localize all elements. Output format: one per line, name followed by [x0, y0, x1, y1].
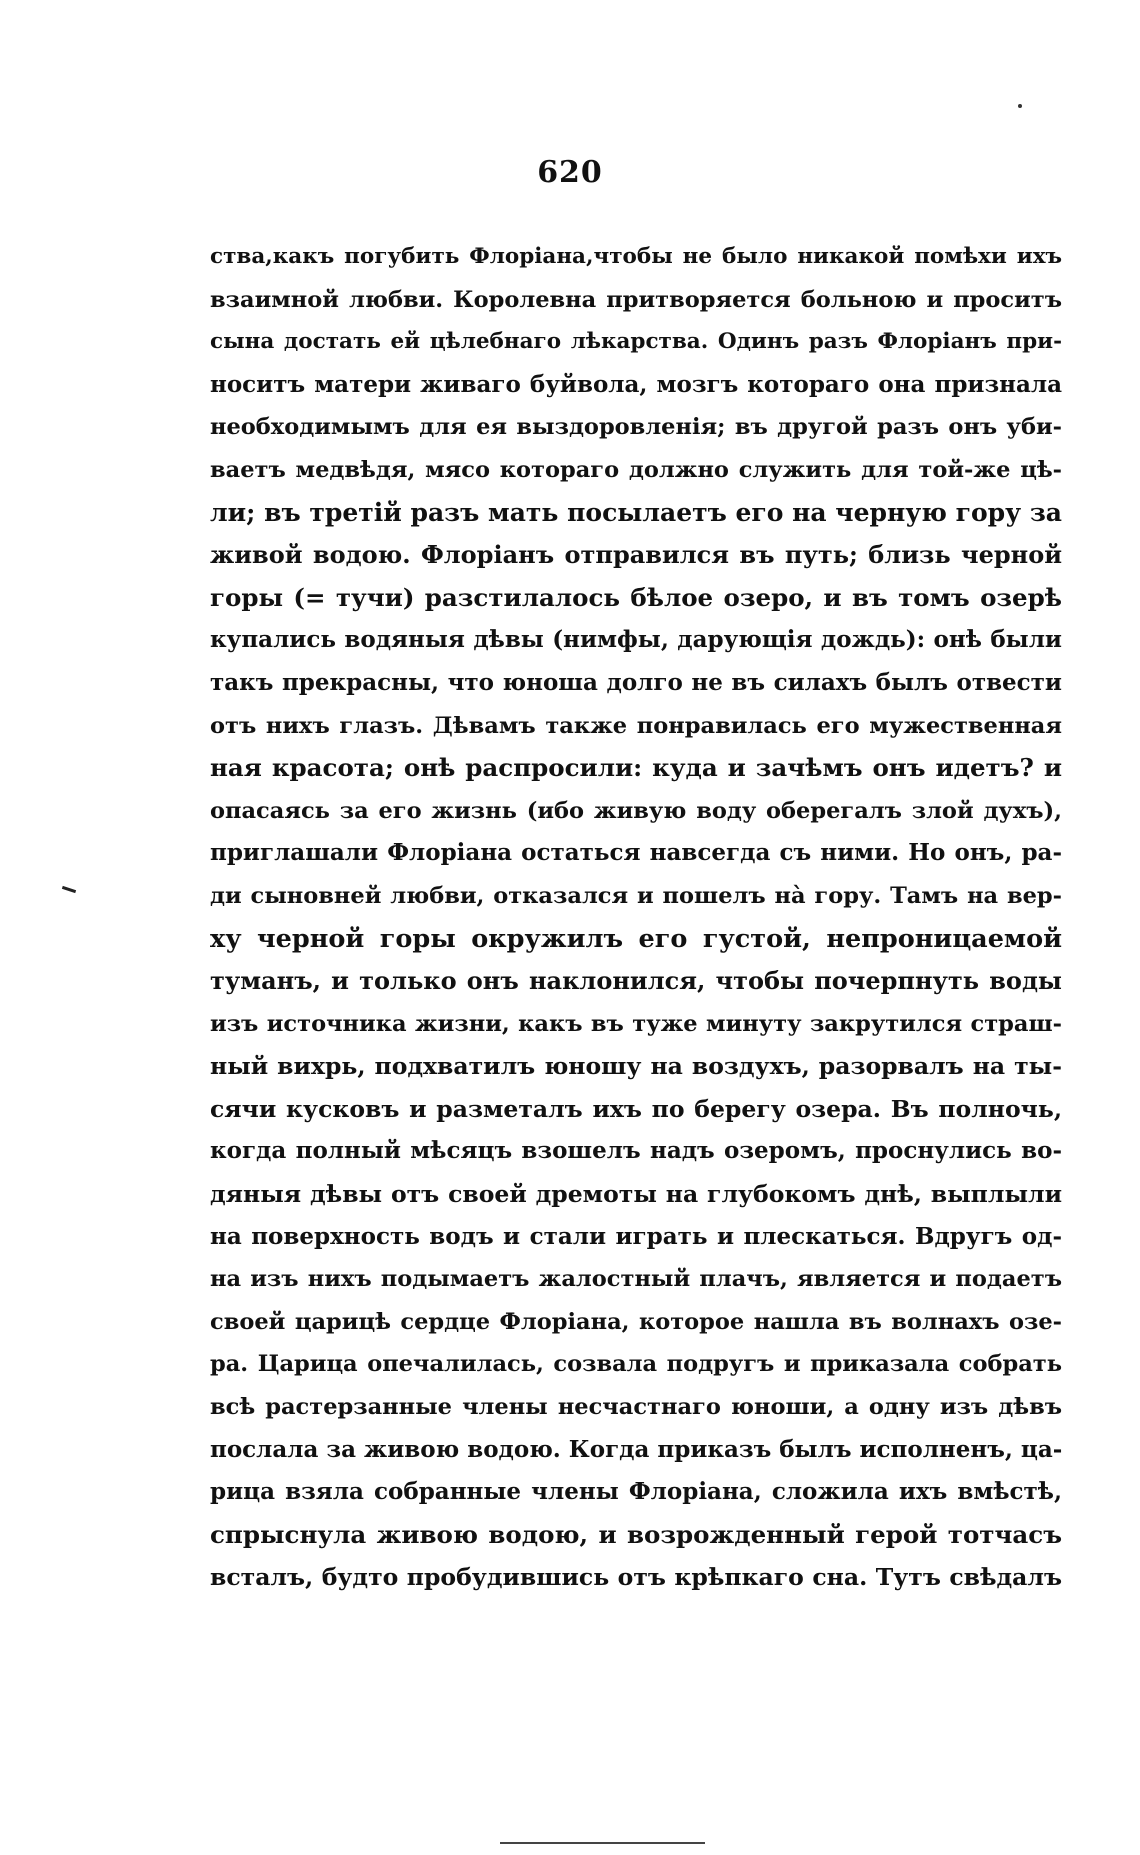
text-line: такъ прекрасны, что юноша долго не въ силахъ былъ отвести	[210, 668, 1062, 696]
body-text	[210, 236, 1062, 1599]
text-line: ра. Царица опечалилась, созвала подругъ и приказала собрать	[210, 1351, 1062, 1378]
text-line: послала за живою водою. Когда приказъ былъ исполненъ, ца-	[210, 1435, 1062, 1463]
text-line: ди сыновней любви, отказался и пошелъ на̀ гору. Тамъ на вер-	[210, 882, 1062, 909]
text-line: ваетъ медвѣдя, мясо котораго должно служить для той-же цѣ-	[210, 456, 1062, 483]
text-line: купались водяныя дѣвы (нимфы, дарующія дождь): онѣ были	[210, 626, 1062, 654]
page-number: 620	[537, 155, 603, 190]
text-line: сячи кусковъ и разметалъ ихъ по берегу озера. Въ полночь,	[210, 1094, 1062, 1123]
text-line: ху черной горы окружилъ его густой, непроницаемой	[210, 923, 1062, 954]
ink-speck	[1018, 104, 1022, 108]
text-line: спрыснула живою водою, и возрожденный герой тотчасъ	[210, 1519, 1062, 1549]
text-line: ли; въ третій разъ мать посылаетъ его на черную гору за	[210, 497, 1062, 527]
text-line: горы (= тучи) разстилалось бѣлое озеро, и въ томъ озерѣ	[210, 582, 1062, 612]
text-line: сына достать ей цѣлебнаго лѣкарства. Одинъ разъ Флоріанъ при-	[210, 329, 1062, 355]
text-line: всталъ, будто пробудившись отъ крѣпкаго сна. Тутъ свѣдалъ	[210, 1563, 1062, 1592]
text-line: туманъ, и только онъ наклонился, чтобы почерпнуть воды	[210, 966, 1062, 996]
margin-mark	[62, 886, 76, 893]
text-line: живой водою. Флоріанъ отправился въ путь; близь черной	[210, 540, 1062, 570]
text-line: ная красота; онѣ распросили: куда и зачѣмъ онъ идетъ? и	[210, 753, 1062, 783]
text-line: когда полный мѣсяцъ взошелъ надъ озеромъ, проснулись во-	[210, 1137, 1062, 1165]
text-line: взаимной любви. Королевна притворяется больною и проситъ	[210, 286, 1062, 313]
text-line: необходимымъ для ея выздоровленія; въ другой разъ онъ уби-	[210, 414, 1062, 441]
text-line: опасаясь за его жизнь (ибо живую воду оберегалъ злой духъ),	[210, 797, 1062, 824]
text-line: дяныя дѣвы отъ своей дремоты на глубокомъ днѣ, выплыли	[210, 1180, 1062, 1209]
text-line: всѣ растерзанные члены несчастнаго юноши, а одну изъ дѣвъ	[210, 1394, 1062, 1421]
bottom-rule	[500, 1842, 705, 1844]
text-line: ства,какъ погубить Флоріана,чтобы не было никакой помѣхи ихъ	[210, 244, 1062, 269]
text-line: отъ нихъ глазъ. Дѣвамъ также понравилась его мужественная	[210, 712, 1062, 739]
text-line: приглашали Флоріана остаться навсегда съ ними. Но онъ, ра-	[210, 839, 1062, 867]
text-line: рица взяла собранные члены Флоріана, сложила ихъ вмѣстѣ,	[210, 1478, 1062, 1506]
text-line: на поверхность водъ и стали играть и плескаться. Вдругъ од-	[210, 1222, 1062, 1250]
text-line: на изъ нихъ подымаетъ жалостный плачъ, является и подаетъ	[210, 1266, 1062, 1293]
text-line: изъ источника жизни, какъ въ туже минуту закрутился страш-	[210, 1010, 1062, 1037]
text-line: ный вихрь, подхватилъ юношу на воздухъ, разорвалъ на ты-	[210, 1052, 1062, 1081]
text-line: своей царицѣ сердце Флоріана, которое нашла въ волнахъ озе-	[210, 1308, 1062, 1335]
text-line: носитъ матери живаго буйвола, мозгъ котораго она признала	[210, 370, 1062, 398]
